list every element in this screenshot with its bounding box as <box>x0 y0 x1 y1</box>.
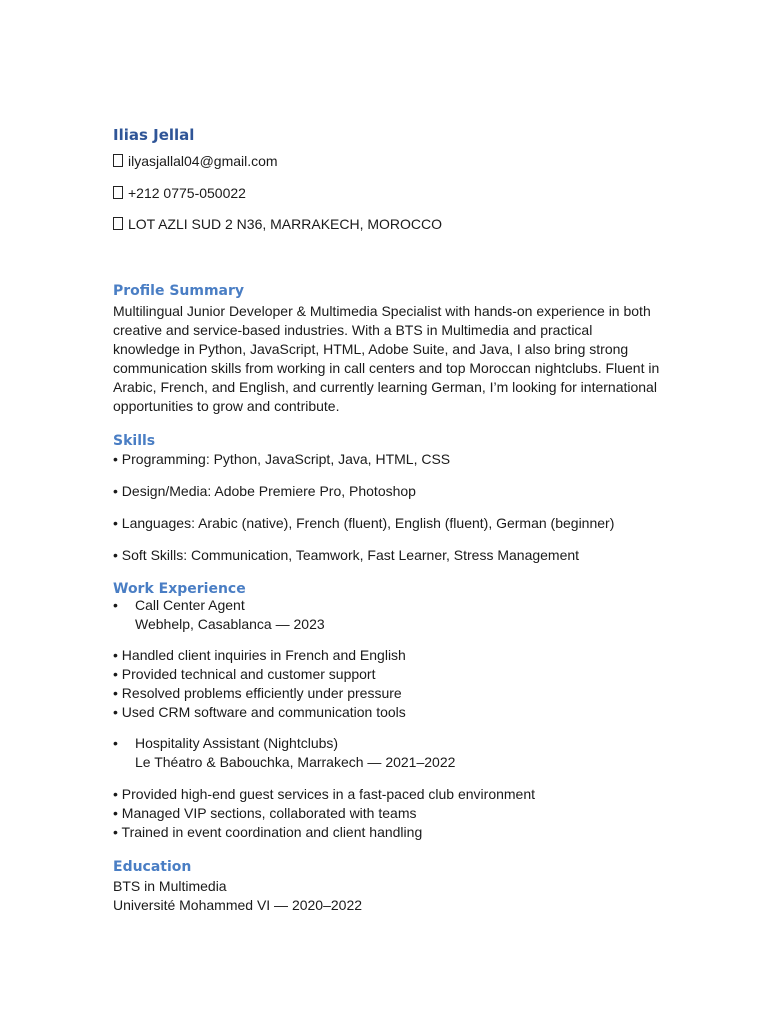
profile-line: creative and service-based industries. With a BTS in Multimedia and practical <box>113 322 593 338</box>
phone-icon <box>113 186 123 199</box>
profile-line: Multilingual Junior Developer & Multimedia Specialist with hands-on experience in both <box>113 303 651 319</box>
phone-text: +212 0775-050022 <box>128 185 246 201</box>
job-organization: Webhelp, Casablanca — 2023 <box>135 616 325 632</box>
address-text: LOT AZLI SUD 2 N36, MARRAKECH, MOROCCO <box>128 216 443 232</box>
profile-line: opportunities to grow and contribute. <box>113 398 340 414</box>
job-entry <box>113 596 673 634</box>
education-entry <box>113 877 673 915</box>
location-icon <box>113 217 123 230</box>
education-heading: Education <box>113 859 192 875</box>
duty-item: • Provided technical and customer support <box>113 666 376 682</box>
candidate-name: Ilias Jellal <box>113 126 195 144</box>
email-text: ilyasjallal04@gmail.com <box>128 153 278 169</box>
contact-phone <box>113 184 673 203</box>
duty-item: • Resolved problems efficiently under pressure <box>113 685 402 701</box>
contact-address <box>113 215 673 234</box>
job-bullet: • <box>113 735 118 751</box>
profile-summary-heading: Profile Summary <box>113 283 245 299</box>
duty-item: • Provided high-end guest services in a fast-paced club environment <box>113 786 536 802</box>
duty-item: • Trained in event coordination and client handling <box>113 824 423 840</box>
skills-heading: Skills <box>113 433 156 449</box>
profile-line: communication skills from working in call centers and top Moroccan nightclubs. Fluent in <box>113 360 660 376</box>
duty-item: • Handled client inquiries in French and English <box>113 647 406 663</box>
resume-document <box>113 118 673 915</box>
skill-item: • Languages: Arabic (native), French (fluent), English (fluent), German (beginner) <box>113 515 615 531</box>
job-organization: Le Théatro & Babouchka, Marrakech — 2021–2022 <box>135 754 456 770</box>
job-duties <box>113 785 673 842</box>
skill-item: • Soft Skills: Communication, Teamwork, Fast Learner, Stress Management <box>113 547 580 563</box>
profile-line: Arabic, French, and English, and currently learning German, I’m looking for international <box>113 379 657 395</box>
skill-item: • Programming: Python, JavaScript, Java, HTML, CSS <box>113 451 451 467</box>
duty-item: • Managed VIP sections, collaborated with teams <box>113 805 417 821</box>
job-title: Hospitality Assistant (Nightclubs) <box>135 735 339 751</box>
job-entry <box>113 734 673 772</box>
job-duties <box>113 646 673 722</box>
profile-summary-text <box>113 302 673 416</box>
contact-email <box>113 152 673 171</box>
education-degree: BTS in Multimedia <box>113 878 227 894</box>
job-title: Call Center Agent <box>135 597 245 613</box>
skills-list <box>113 450 673 565</box>
email-icon <box>113 154 123 167</box>
job-bullet: • <box>113 597 118 613</box>
education-school: Université Mohammed VI — 2020–2022 <box>113 897 363 913</box>
skill-item: • Design/Media: Adobe Premiere Pro, Photoshop <box>113 483 416 499</box>
work-experience-heading: Work Experience <box>113 581 246 597</box>
duty-item: • Used CRM software and communication tools <box>113 704 406 720</box>
profile-line: knowledge in Python, JavaScript, HTML, Adobe Suite, and Java, I also bring strong <box>113 341 629 357</box>
